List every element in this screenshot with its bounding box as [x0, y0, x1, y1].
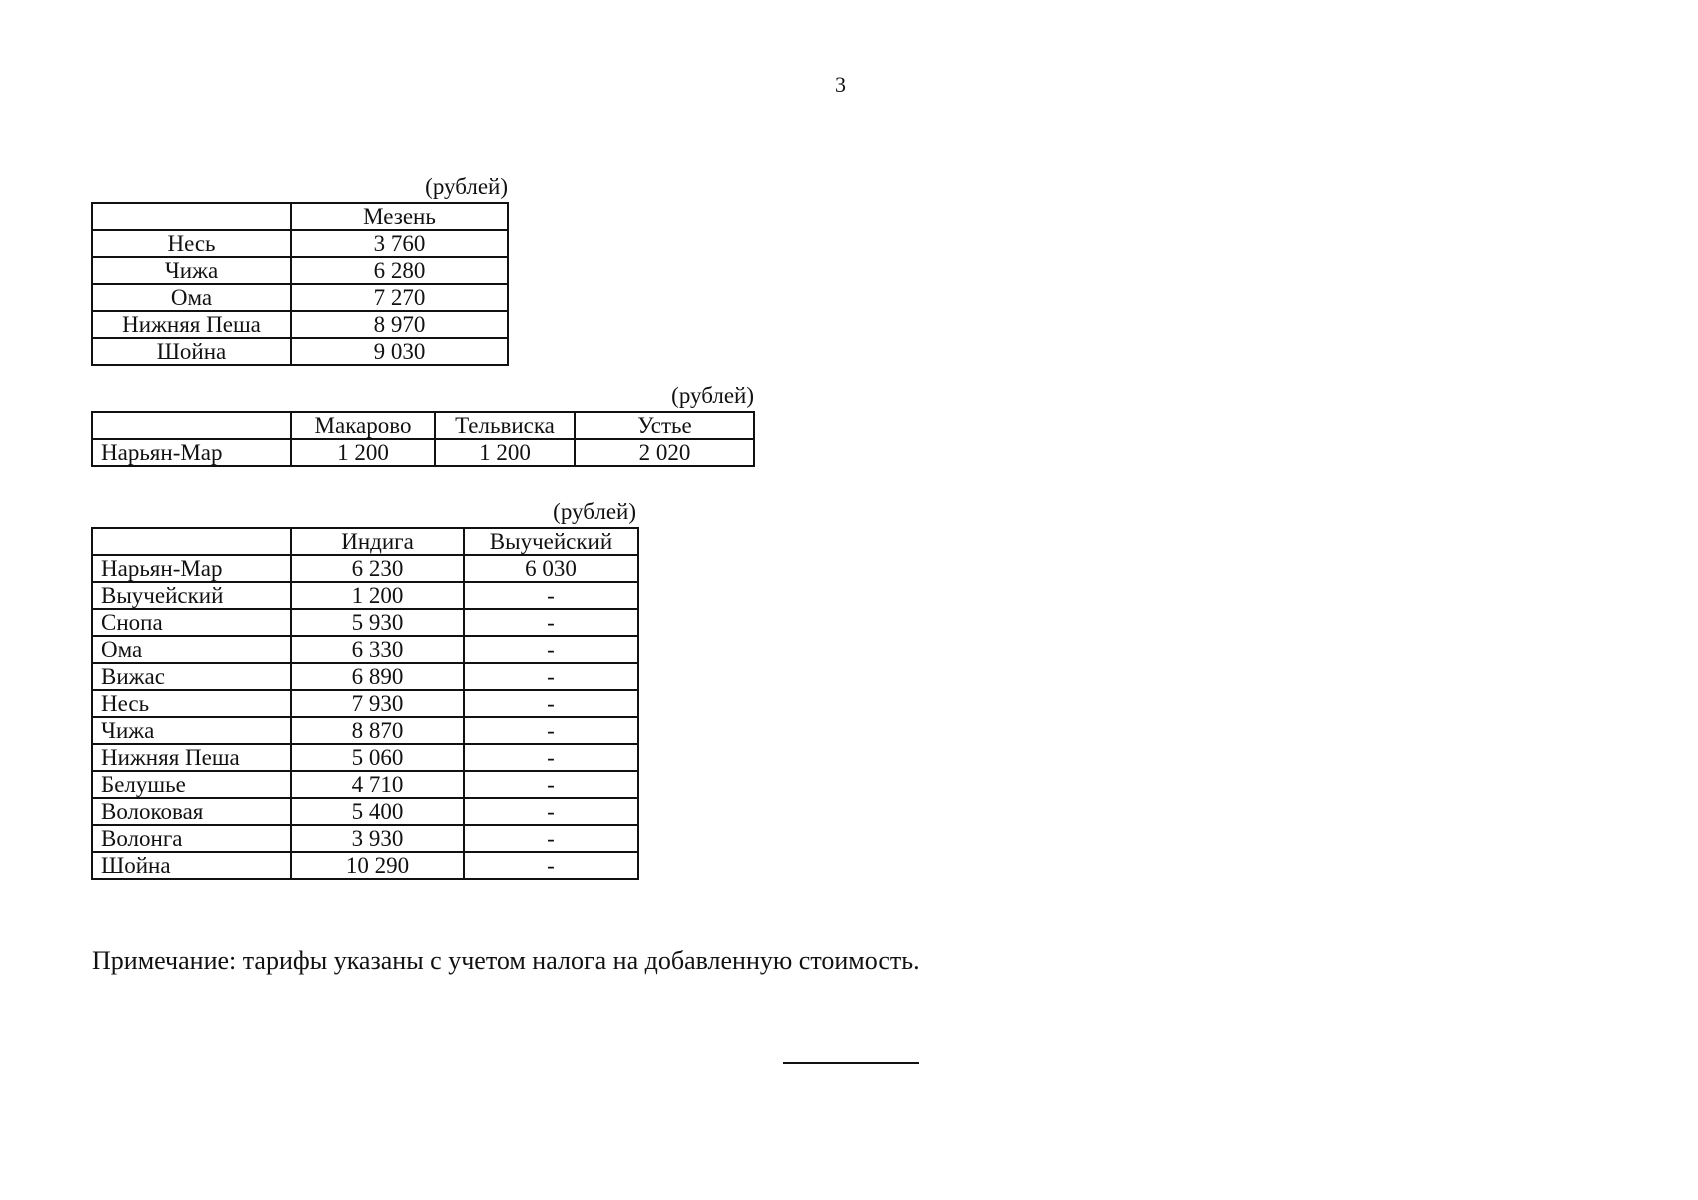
- tariff-value: 1 200: [291, 439, 435, 466]
- vat-note: Примечание: тарифы указаны с учетом налога на добавленную стоимость.: [92, 946, 920, 975]
- table-row: [92, 257, 508, 284]
- tariff-value: -: [464, 636, 638, 663]
- tariff-value: 5 060: [291, 744, 464, 771]
- table-row: [92, 439, 754, 466]
- row-label: Несь: [92, 690, 291, 717]
- tariff-value: 7 270: [291, 284, 508, 311]
- tariff-value: -: [464, 771, 638, 798]
- row-label: Волонга: [92, 825, 291, 852]
- table-row: [92, 311, 508, 338]
- row-label: Выучейский: [92, 582, 291, 609]
- tariff-value: 4 710: [291, 771, 464, 798]
- tariff-value: 8 870: [291, 717, 464, 744]
- tariff-value: 5 400: [291, 798, 464, 825]
- header-cell: Индига: [291, 528, 464, 555]
- tariff-value: 6 280: [291, 257, 508, 284]
- tariff-value: 6 030: [464, 555, 638, 582]
- tariff-value: 3 930: [291, 825, 464, 852]
- tariff-value: -: [464, 582, 638, 609]
- table-mezen-tariffs: [91, 202, 509, 366]
- table2-unit-label: (рублей): [671, 383, 754, 408]
- tariff-value: 2 020: [575, 439, 754, 466]
- tariff-value: -: [464, 744, 638, 771]
- table-header-row: [92, 528, 638, 555]
- header-cell-empty: [92, 528, 291, 555]
- tariff-value: -: [464, 852, 638, 879]
- table3-unit-label: (рублей): [553, 499, 636, 524]
- tariff-value: 7 930: [291, 690, 464, 717]
- tariff-value: -: [464, 663, 638, 690]
- row-label: Нарьян-Мар: [92, 439, 291, 466]
- row-label: Нарьян-Мар: [92, 555, 291, 582]
- tariff-value: 10 290: [291, 852, 464, 879]
- header-cell: Тельвиска: [435, 412, 575, 439]
- row-label: Несь: [92, 230, 291, 257]
- table-row: [92, 744, 638, 771]
- header-cell-empty: [92, 412, 291, 439]
- tariff-value: -: [464, 717, 638, 744]
- row-label: Чижа: [92, 257, 291, 284]
- row-label: Снопа: [92, 609, 291, 636]
- row-label: Вижас: [92, 663, 291, 690]
- table-row: [92, 555, 638, 582]
- table-header-row: [92, 412, 754, 439]
- header-cell: Устье: [575, 412, 754, 439]
- table-row: [92, 798, 638, 825]
- row-label: Ома: [92, 284, 291, 311]
- table-naryan-mar-routes: [91, 411, 755, 467]
- tariff-value: 1 200: [291, 582, 464, 609]
- tariff-value: 6 330: [291, 636, 464, 663]
- tariff-value: 6 230: [291, 555, 464, 582]
- row-label: Шойна: [92, 338, 291, 365]
- tariff-value: -: [464, 825, 638, 852]
- tariff-value: -: [464, 798, 638, 825]
- table-row: [92, 717, 638, 744]
- table-header-row: [92, 203, 508, 230]
- table-row: [92, 852, 638, 879]
- table-indiga-vyucheysky-tariffs: [91, 527, 639, 880]
- tariff-value: 3 760: [291, 230, 508, 257]
- tariff-value: 1 200: [435, 439, 575, 466]
- row-label: Нижняя Пеша: [92, 311, 291, 338]
- header-cell: Мезень: [291, 203, 508, 230]
- row-label: Ома: [92, 636, 291, 663]
- tariff-value: -: [464, 609, 638, 636]
- table-row: [92, 636, 638, 663]
- row-label: Волоковая: [92, 798, 291, 825]
- tariff-value: 8 970: [291, 311, 508, 338]
- header-cell: Выучейский: [464, 528, 638, 555]
- row-label: Шойна: [92, 852, 291, 879]
- table-row: [92, 230, 508, 257]
- table-row: [92, 771, 638, 798]
- table1-unit-label: (рублей): [425, 174, 508, 199]
- table-row: [92, 284, 508, 311]
- tariff-value: 6 890: [291, 663, 464, 690]
- tariff-value: -: [464, 690, 638, 717]
- end-of-document-rule: [783, 1062, 919, 1064]
- table-row: [92, 338, 508, 365]
- header-cell: Макарово: [291, 412, 435, 439]
- table-row: [92, 609, 638, 636]
- page-number: 3: [835, 72, 846, 97]
- table-row: [92, 663, 638, 690]
- table-row: [92, 690, 638, 717]
- table-row: [92, 582, 638, 609]
- tariff-value: 5 930: [291, 609, 464, 636]
- row-label: Белушье: [92, 771, 291, 798]
- header-cell-empty: [92, 203, 291, 230]
- row-label: Чижа: [92, 717, 291, 744]
- row-label: Нижняя Пеша: [92, 744, 291, 771]
- tariff-value: 9 030: [291, 338, 508, 365]
- table-row: [92, 825, 638, 852]
